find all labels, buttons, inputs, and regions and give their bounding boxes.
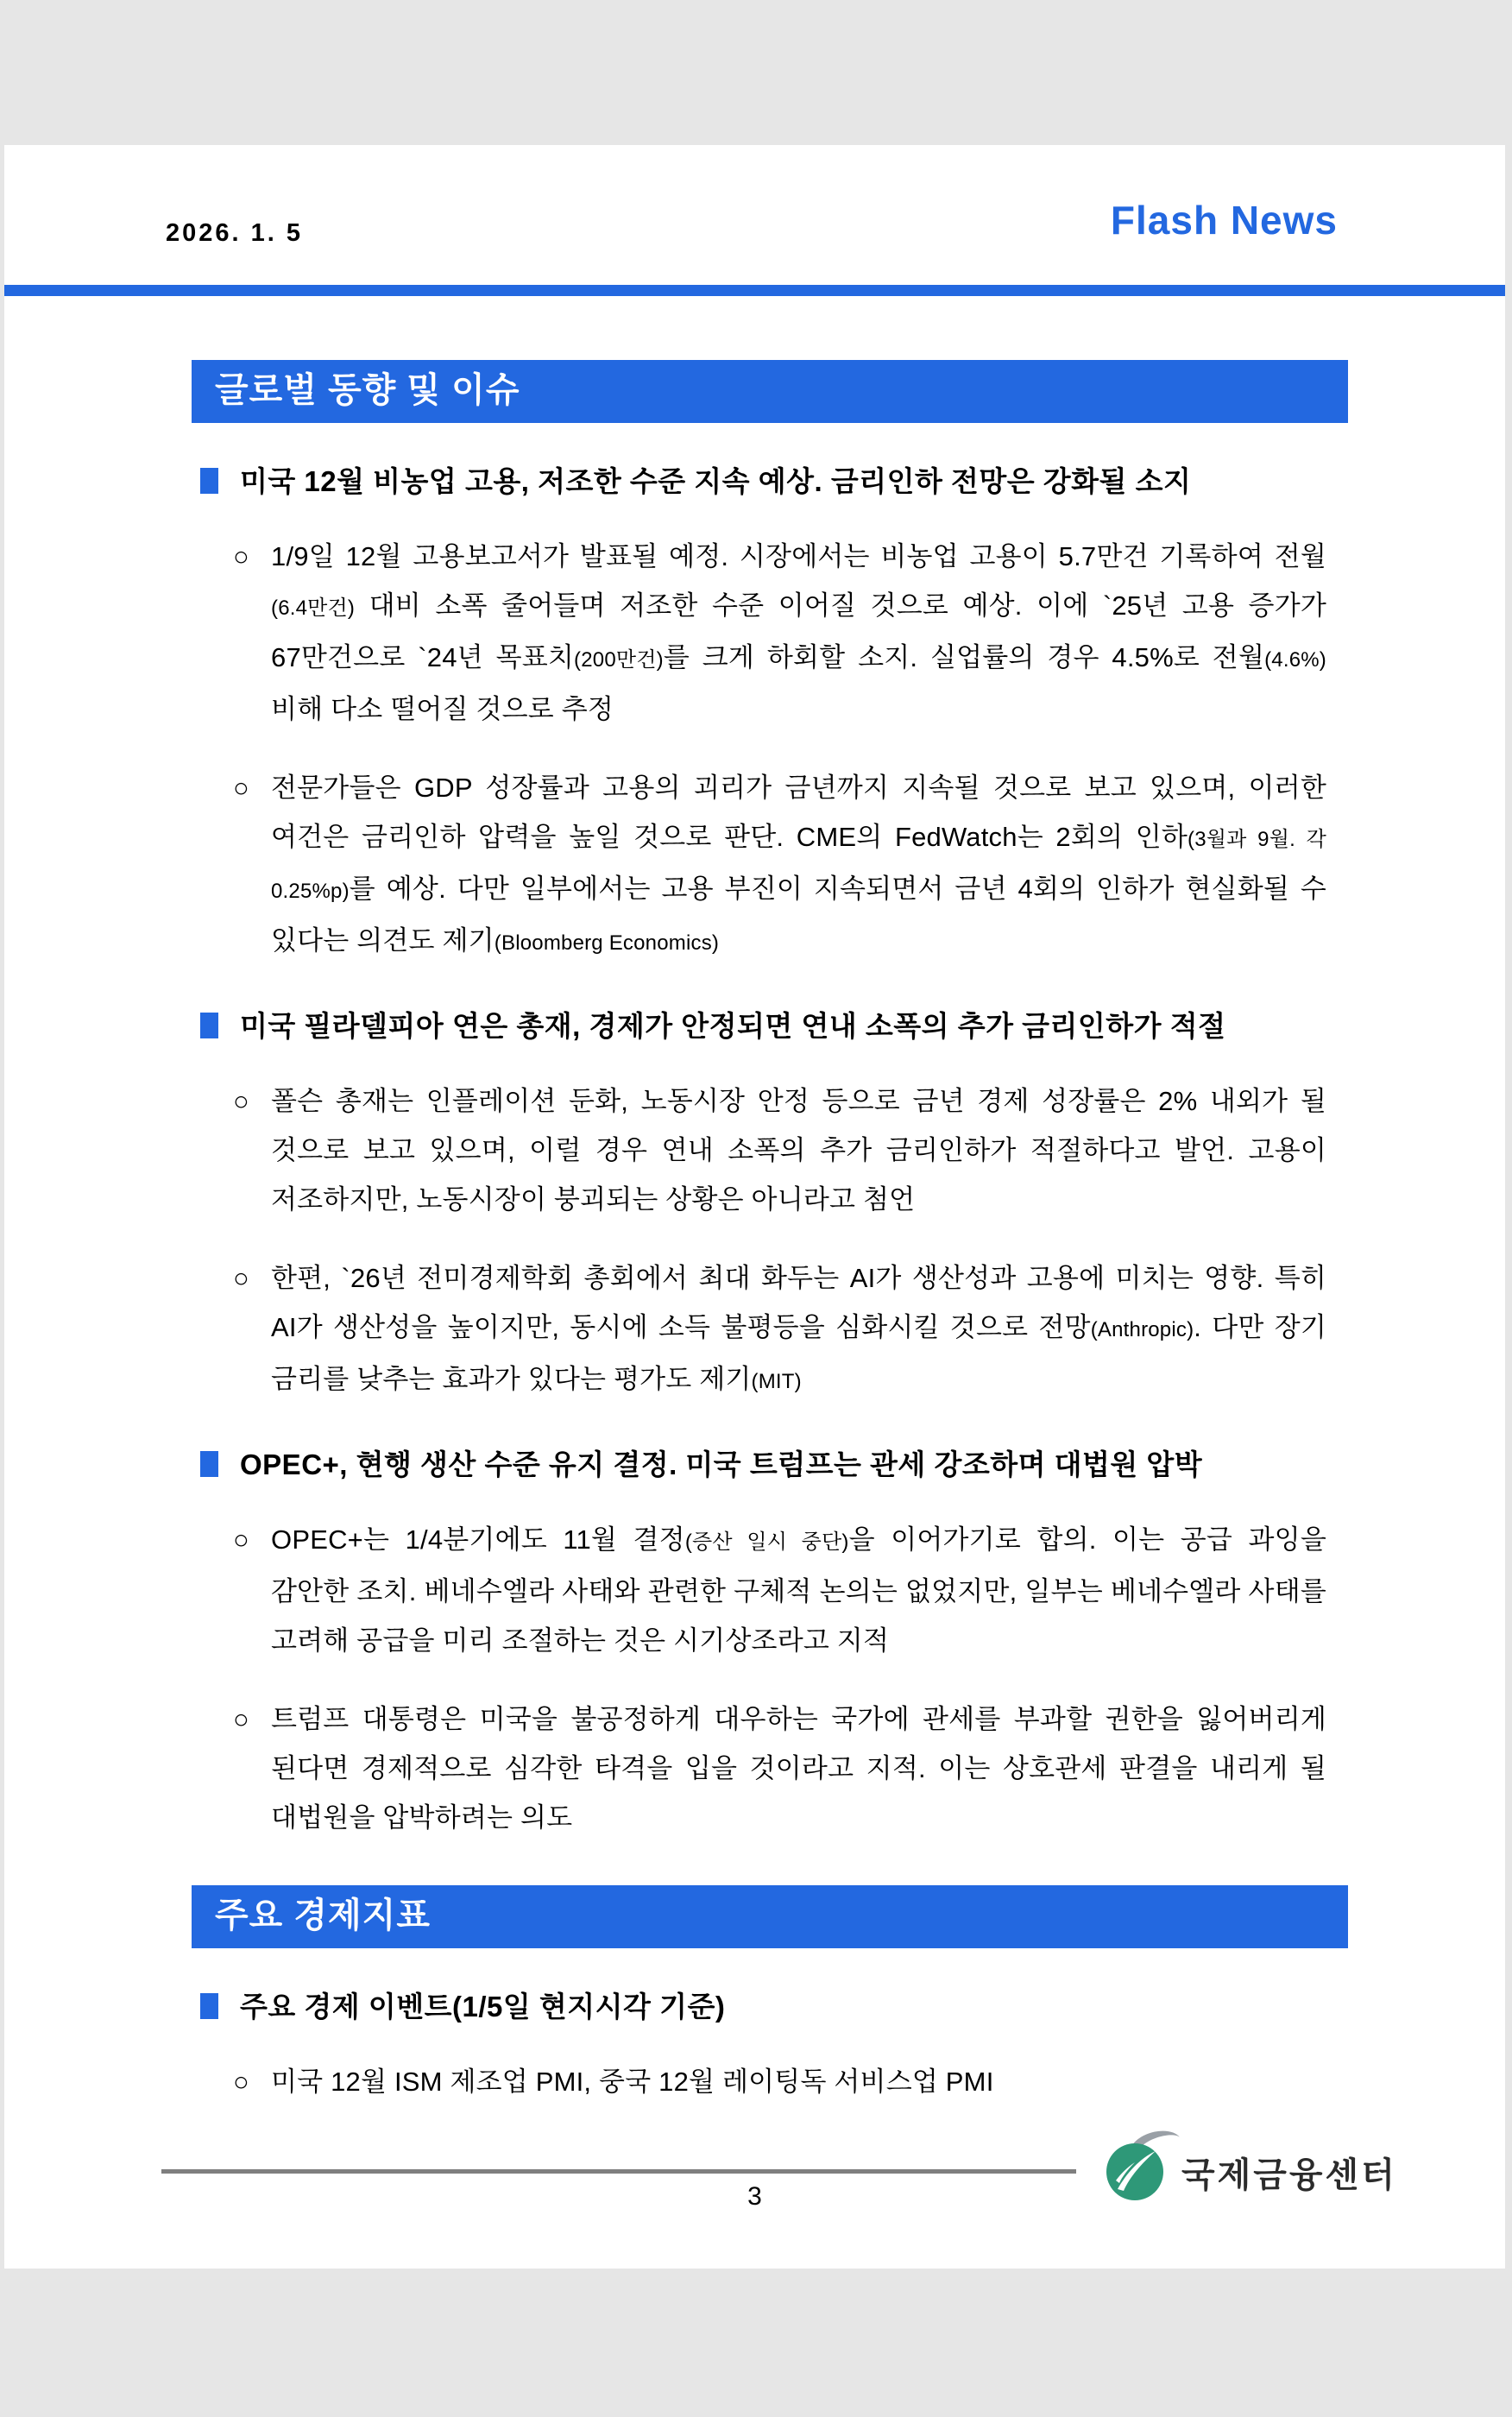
circle-bullet-icon: ○: [233, 1524, 249, 1555]
paragraph-text: . 다만 장기 금리를 낮추는 효과가 있다는 평가도 제기: [271, 1312, 1326, 1394]
news-paragraph: [233, 2057, 1326, 2106]
paragraph-text: 을 이어가기로 합의. 이는 공급 과잉을 감안한 조치. 베네수엘라 사태와 관련한 구체적 논의는 없었지만, 일부는 베네수엘라 사태를 고려해 공급을 미리 조절하는 것은 시기상조라고 지적: [271, 1524, 1326, 1656]
flash-news-title: Flash News: [1110, 198, 1338, 243]
news-heading-text: 미국 12월 비농업 고용, 저조한 수준 지속 예상. 금리인하 전망은 강화될 소지: [240, 465, 1192, 497]
paragraph-text: 미국 12월 ISM 제조업 PMI, 중국 12월 레이팅독 서비스업 PMI: [271, 2067, 994, 2097]
news-paragraph: [233, 763, 1326, 968]
news-heading-text: 미국 필라델피아 연은 총재, 경제가 안정되면 연내 소폭의 추가 금리인하가 적절: [240, 1010, 1226, 1042]
document-date: 2026. 1. 5: [166, 219, 303, 247]
document-page: [4, 145, 1505, 2269]
news-heading-text: 주요 경제 이벤트(1/5일 현지시각 기준): [240, 1991, 726, 2023]
paragraph-small-text: (4.6%): [1264, 648, 1326, 672]
paragraph-text: OPEC+는 1/4분기에도 11월 결정: [271, 1524, 685, 1555]
paragraph-text: 비해 다소 떨어질 것으로 추정: [271, 694, 614, 724]
circle-bullet-icon: ○: [233, 773, 249, 803]
document-content: [192, 360, 1348, 2106]
news-paragraph: [233, 532, 1326, 734]
paragraph-text: 를 예상. 다만 일부에서는 고용 부진이 지속되면서 금년 4회의 인하가 현실화될 수 있다는 의견도 제기: [271, 874, 1326, 956]
paragraph-small-text: (Anthropic): [1090, 1318, 1194, 1341]
square-bullet-icon: [200, 1013, 218, 1038]
paragraph-text: 전문가들은 GDP 성장률과 고용의 괴리가 금년까지 지속될 것으로 보고 있으며, 이러한 여건은 금리인하 압력을 높일 것으로 판단. CME의 FedWatch는 2회의 인하: [271, 773, 1326, 852]
paragraph-small-text: (3월과 9월. 각 0.25%p): [271, 828, 1326, 903]
section-banner: 주요 경제지표: [192, 1885, 1348, 1948]
paragraph-text: 를 크게 하회할 소지. 실업률의 경우 4.5%로 전월: [663, 642, 1265, 672]
paragraph-small-text: (200만건): [574, 648, 664, 672]
paragraph-text: 한편, `26년 전미경제학회 총회에서 최대 화두는 AI가 생산성과 고용에 미치는 영향. 특히 AI가 생산성을 높이지만, 동시에 소득 불평등을 심화시킬 것으로 전망: [271, 1263, 1326, 1342]
kcif-logo-text: 국제금융센터: [1181, 2156, 1397, 2194]
paragraph-text: 트럼프 대통령은 미국을 불공정하게 대우하는 국가에 관세를 부과할 권한을 잃어버리게 된다면 경제적으로 심각한 타격을 입을 것이라고 지적. 이는 상호관세 판결을 내리게 될 대법원을 압박하려는 의도: [271, 1704, 1326, 1833]
circle-bullet-icon: ○: [233, 541, 249, 571]
square-bullet-icon: [200, 1993, 218, 2019]
paragraph-small-text: (MIT): [751, 1370, 802, 1393]
footer-divider: [161, 2169, 1076, 2174]
paragraph-small-text: (증산 일시 중단): [684, 1530, 849, 1554]
section-banner: 글로벌 동향 및 이슈: [192, 360, 1348, 423]
news-heading: [200, 464, 1348, 499]
paragraph-small-text: (Bloomberg Economics): [494, 931, 720, 955]
paragraph-text: 폴슨 총재는 인플레이션 둔화, 노동시장 안정 등으로 금년 경제 성장률은 2% 내외가 될 것으로 보고 있으며, 이럴 경우 연내 소폭의 추가 금리인하가 적절하다고 발언. 고용이 저조하지만, 노동시장이 붕괴되는 상황은 아니라고 첨언: [271, 1086, 1326, 1215]
paragraph-small-text: (6.4만건): [271, 596, 356, 620]
news-heading: [200, 1990, 1348, 2024]
news-paragraph: [233, 1253, 1326, 1406]
page-number: 3: [747, 2182, 762, 2211]
circle-bullet-icon: ○: [233, 1086, 249, 1116]
paragraph-text: 1/9일 12월 고용보고서가 발표될 예정. 시장에서는 비농업 고용이 5.7만건 기록하여 전월: [271, 541, 1326, 571]
news-heading-text: OPEC+, 현행 생산 수준 유지 결정. 미국 트럼프는 관세 강조하며 대법원 압박: [240, 1448, 1203, 1480]
news-paragraph: [233, 1076, 1326, 1224]
header-divider: [4, 285, 1505, 296]
news-paragraph: [233, 1515, 1326, 1665]
news-paragraph: [233, 1694, 1326, 1842]
circle-bullet-icon: ○: [233, 1263, 249, 1293]
paragraph-text: 대비 소폭 줄어들며 저조한 수준 이어질 것으로 예상. 이에 `25년 고용 증가가 67만건으로 `24년 목표치: [271, 590, 1326, 672]
circle-bullet-icon: ○: [233, 2067, 249, 2097]
circle-bullet-icon: ○: [233, 1704, 249, 1734]
square-bullet-icon: [200, 1451, 218, 1477]
square-bullet-icon: [200, 468, 218, 494]
news-heading: [200, 1009, 1348, 1044]
news-heading: [200, 1448, 1348, 1482]
